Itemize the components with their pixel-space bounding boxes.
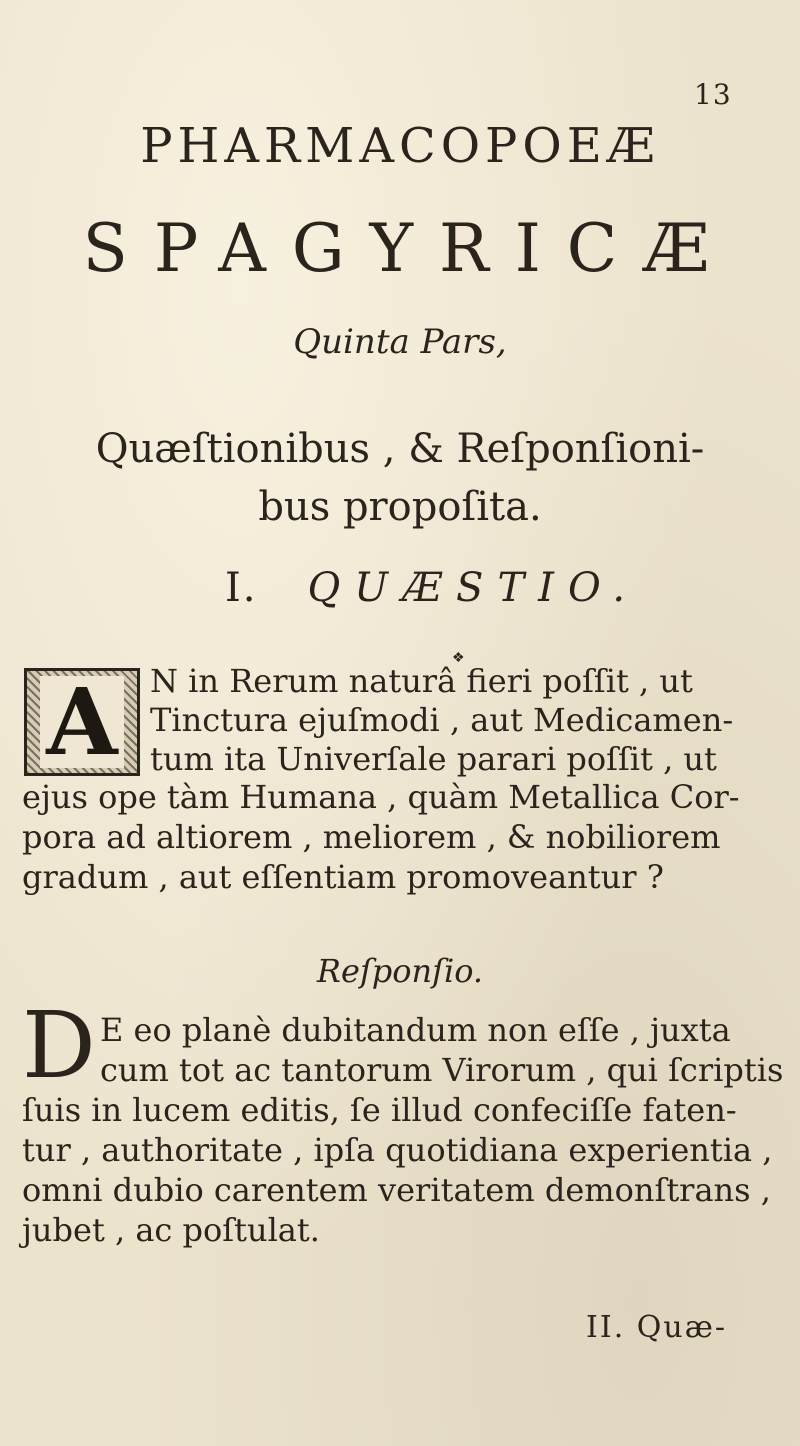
question-text (22, 777, 782, 897)
catchword: II. Quæ- (586, 1310, 728, 1345)
response-line: ſuis in lucem editis, ſe illud confeciſſe faten- (22, 1091, 737, 1129)
question-line: N in Rerum naturâ fieri poſſit , ut (150, 662, 693, 700)
question-text-indented (150, 662, 790, 779)
response-initial: D (22, 992, 96, 1099)
running-title: PHARMACOPOEÆ (140, 118, 660, 174)
question-word: QUÆSTIO. (307, 565, 640, 611)
decorated-initial (24, 668, 140, 776)
heading-line-2: bus propoſita. (258, 484, 542, 530)
heading-line-1: Quæſtionibus , & Reſponſioni- (95, 426, 705, 472)
response-line: omni dubio carentem veritatem demonſtrans , (22, 1171, 771, 1209)
main-title: SPAGYRICÆ (82, 210, 736, 287)
question-title (225, 565, 639, 611)
response-text-indented (100, 1010, 790, 1090)
question-line: ejus ope tàm Humana , quàm Metallica Cor- (22, 778, 740, 816)
page-number: 13 (694, 78, 732, 111)
question-line: gradum , aut eſſentiam promoveantur ? (22, 858, 664, 896)
response-line: E eo planè dubitandum non eſſe , juxta (100, 1011, 731, 1049)
section-heading (0, 420, 800, 536)
response-line: cum tot ac tantorum Virorum , qui ſcriptis (100, 1051, 784, 1089)
question-line: tum ita Univerſale parari poſſit , ut (150, 740, 717, 778)
decorated-initial-letter: A (40, 676, 123, 768)
response-line: jubet , ac poſtulat. (22, 1211, 320, 1249)
question-line: pora ad altiorem , meliorem , & nobiliorem (22, 818, 721, 856)
response-heading: Reſponſio. (316, 952, 484, 990)
ornament-icon: ❖ (452, 650, 465, 666)
question-number: I. (225, 565, 258, 611)
response-text (22, 1090, 782, 1250)
question-line: Tinctura ejuſmodi , aut Medicamen- (150, 701, 734, 739)
response-line: tur , authoritate , ipſa quotidiana experientia , (22, 1131, 773, 1169)
subtitle: Quinta Pars, (293, 322, 507, 362)
